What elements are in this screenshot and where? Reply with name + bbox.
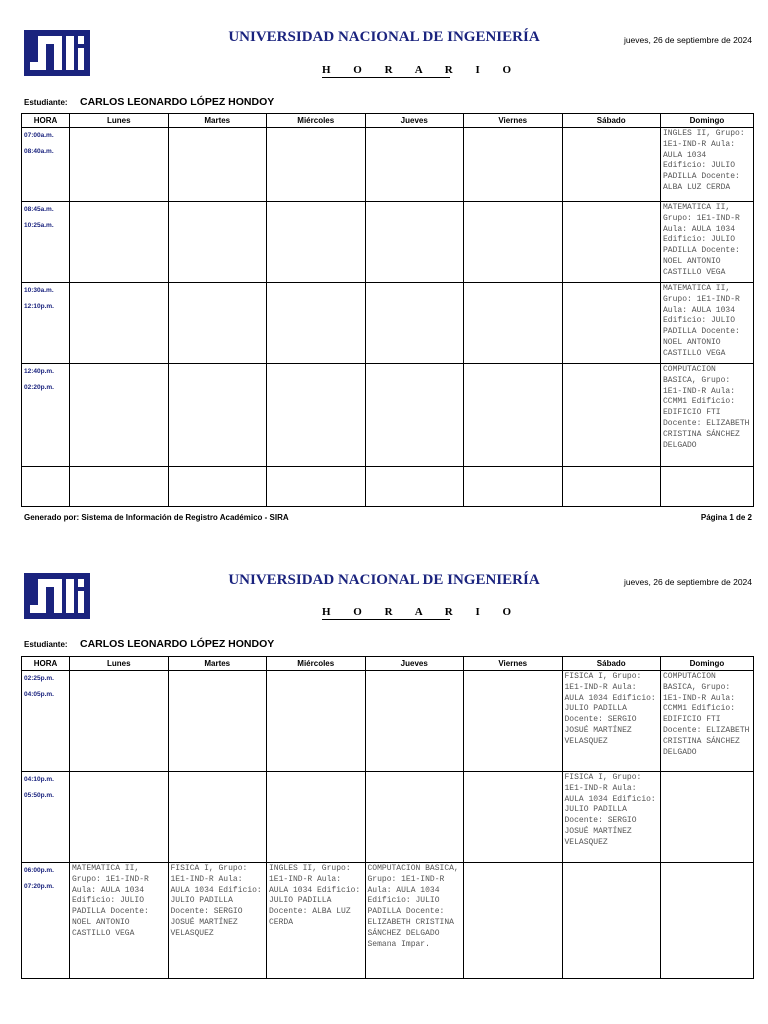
- schedule-cell: [267, 467, 366, 507]
- schedule-title: H O R A R I O: [322, 606, 522, 618]
- end-time: 12:10p.m.: [24, 303, 54, 310]
- schedule-cell: [70, 128, 169, 202]
- end-time: 04:05p.m.: [24, 691, 54, 698]
- schedule-cell: [70, 283, 169, 364]
- university-title: UNIVERSIDAD NACIONAL DE INGENIERÍA: [228, 572, 540, 588]
- schedule-cell: [168, 128, 267, 202]
- schedule-cell: [70, 202, 169, 283]
- schedule-cell: [70, 671, 169, 772]
- time-slot: [22, 128, 70, 202]
- col-header: Lunes: [70, 657, 169, 671]
- schedule-cell: [267, 202, 366, 283]
- schedule-cell: [168, 467, 267, 507]
- col-header: Domingo: [661, 657, 754, 671]
- col-header: Viernes: [464, 114, 563, 128]
- schedule-cell: [267, 671, 366, 772]
- schedule-cell: [464, 863, 563, 979]
- time-slot: [22, 863, 70, 979]
- col-header: Lunes: [70, 114, 169, 128]
- col-header: HORA: [22, 657, 70, 671]
- schedule-cell: INGLES II, Grupo: 1E1-IND-R Aula: AULA 1034 Edificio: JULIO PADILLA Docente: ALBA LUZ CERDA: [267, 863, 366, 979]
- schedule-cell: [365, 364, 464, 467]
- start-time: 07:00a.m.: [24, 132, 54, 139]
- col-header: Viernes: [464, 657, 563, 671]
- print-date: jueves, 26 de septiembre de 2024: [623, 35, 752, 45]
- schedule-table: [21, 113, 754, 507]
- col-header: Miércoles: [267, 657, 366, 671]
- schedule-cell: [168, 772, 267, 863]
- schedule-table: [21, 656, 754, 979]
- col-header: HORA: [22, 114, 70, 128]
- col-header: Jueves: [365, 657, 464, 671]
- schedule-cell: [70, 772, 169, 863]
- table-row: [22, 283, 754, 364]
- print-date: jueves, 26 de septiembre de 2024: [623, 577, 752, 587]
- footer-page-number: Página 1 de 2: [700, 513, 752, 522]
- schedule-cell: [267, 772, 366, 863]
- schedule-cell: [464, 467, 563, 507]
- table-row: [22, 364, 754, 467]
- header-row: [22, 657, 754, 671]
- end-time: 07:20p.m.: [24, 883, 54, 890]
- schedule-cell: FISICA I, Grupo: 1E1-IND-R Aula: AULA 1034 Edificio: JULIO PADILLA Docente: SERGIO JOSUÉ MARTÍNEZ VELASQUEZ: [562, 772, 661, 863]
- end-time: 08:40a.m.: [24, 148, 54, 155]
- time-slot: [22, 772, 70, 863]
- col-header: Jueves: [365, 114, 464, 128]
- schedule-title: H O R A R I O: [322, 64, 522, 76]
- col-header: Martes: [168, 114, 267, 128]
- student-label: Estudiante:: [24, 98, 68, 107]
- time-slot: [22, 202, 70, 283]
- schedule-cell: [464, 202, 563, 283]
- time-slot: [22, 283, 70, 364]
- table-row: [22, 202, 754, 283]
- student-name: CARLOS LEONARDO LÓPEZ HONDOY: [80, 638, 275, 650]
- schedule-cell: [365, 202, 464, 283]
- col-header: Miércoles: [267, 114, 366, 128]
- schedule-cell: [365, 467, 464, 507]
- schedule-cell: [365, 772, 464, 863]
- start-time: 04:10p.m.: [24, 776, 54, 783]
- student-label: Estudiante:: [24, 640, 68, 649]
- schedule-cell: MATEMATICA II, Grupo: 1E1-IND-R Aula: AULA 1034 Edificio: JULIO PADILLA Docente: NOEL ANTONIO CASTILLO VEGA: [661, 283, 754, 364]
- start-time: 12:40p.m.: [24, 368, 54, 375]
- col-header: Sábado: [562, 114, 661, 128]
- start-time: 10:30a.m.: [24, 287, 54, 294]
- schedule-cell: [267, 283, 366, 364]
- end-time: 02:20p.m.: [24, 384, 54, 391]
- schedule-cell: FISICA I, Grupo: 1E1-IND-R Aula: AULA 1034 Edificio: JULIO PADILLA Docente: SERGIO JOSUÉ MARTÍNEZ VELASQUEZ: [562, 671, 661, 772]
- header-row: [22, 114, 754, 128]
- footer-generated-by: Generado por: Sistema de Información de Registro Académico - SIRA: [24, 513, 289, 522]
- schedule-cell: MATEMATICA II, Grupo: 1E1-IND-R Aula: AULA 1034 Edificio: JULIO PADILLA Docente: NOEL ANTONIO CASTILLO VEGA: [661, 202, 754, 283]
- schedule-cell: [661, 863, 754, 979]
- schedule-cell: [365, 283, 464, 364]
- time-slot: [22, 467, 70, 507]
- schedule-cell: [562, 863, 661, 979]
- schedule-cell: [562, 364, 661, 467]
- schedule-cell: [70, 364, 169, 467]
- end-time: 10:25a.m.: [24, 222, 54, 229]
- schedule-cell: COMPUTACION BASICA, Grupo: 1E1-IND-R Aula: AULA 1034 Edificio: JULIO PADILLA Docente: ELIZABETH CRISTINA SÁNCHEZ DELGADO Semana Impar.: [365, 863, 464, 979]
- table-row: [22, 671, 754, 772]
- schedule-cell: [267, 364, 366, 467]
- start-time: 02:25p.m.: [24, 675, 54, 682]
- schedule-cell: FISICA I, Grupo: 1E1-IND-R Aula: AULA 1034 Edificio: JULIO PADILLA Docente: SERGIO JOSUÉ MARTÍNEZ VELASQUEZ: [168, 863, 267, 979]
- schedule-cell: [168, 283, 267, 364]
- table-row: [22, 467, 754, 507]
- schedule-cell: [464, 772, 563, 863]
- schedule-cell: [562, 128, 661, 202]
- time-slot: [22, 671, 70, 772]
- page-2: [0, 542, 768, 1024]
- schedule-cell: MATEMATICA II, Grupo: 1E1-IND-R Aula: AULA 1034 Edificio: JULIO PADILLA Docente: NOEL ANTONIO CASTILLO VEGA: [70, 863, 169, 979]
- schedule-cell: [365, 671, 464, 772]
- schedule-cell: [661, 772, 754, 863]
- schedule-cell: [464, 128, 563, 202]
- student-name: CARLOS LEONARDO LÓPEZ HONDOY: [80, 96, 275, 108]
- schedule-cell: [464, 671, 563, 772]
- col-header: Sábado: [562, 657, 661, 671]
- schedule-cell: COMPUTACION BASICA, Grupo: 1E1-IND-R Aula: CCMM1 Edificio: EDIFICIO FTI Docente: ELIZABETH CRISTINA SÁNCHEZ DELGADO: [661, 364, 754, 467]
- start-time: 06:00p.m.: [24, 867, 54, 874]
- schedule-cell: [267, 128, 366, 202]
- table-row: [22, 863, 754, 979]
- schedule-cell: [70, 467, 169, 507]
- schedule-cell: COMPUTACION BASICA, Grupo: 1E1-IND-R Aula: CCMM1 Edificio: EDIFICIO FTI Docente: ELIZABETH CRISTINA SÁNCHEZ DELGADO: [661, 671, 754, 772]
- schedule-cell: [562, 283, 661, 364]
- schedule-cell: [168, 364, 267, 467]
- schedule-cell: [168, 202, 267, 283]
- university-title: UNIVERSIDAD NACIONAL DE INGENIERÍA: [228, 29, 540, 45]
- schedule-cell: [562, 202, 661, 283]
- schedule-cell: INGLES II, Grupo: 1E1-IND-R Aula: AULA 1034 Edificio: JULIO PADILLA Docente: ALBA LUZ CERDA: [661, 128, 754, 202]
- schedule-cell: [365, 128, 464, 202]
- start-time: 08:45a.m.: [24, 206, 54, 213]
- end-time: 05:50p.m.: [24, 792, 54, 799]
- schedule-cell: [562, 467, 661, 507]
- schedule-cell: [661, 467, 754, 507]
- schedule-cell: [464, 364, 563, 467]
- table-row: [22, 772, 754, 863]
- schedule-cell: [464, 283, 563, 364]
- schedule-cell: [168, 671, 267, 772]
- time-slot: [22, 364, 70, 467]
- col-header: Domingo: [661, 114, 754, 128]
- col-header: Martes: [168, 657, 267, 671]
- table-row: [22, 128, 754, 202]
